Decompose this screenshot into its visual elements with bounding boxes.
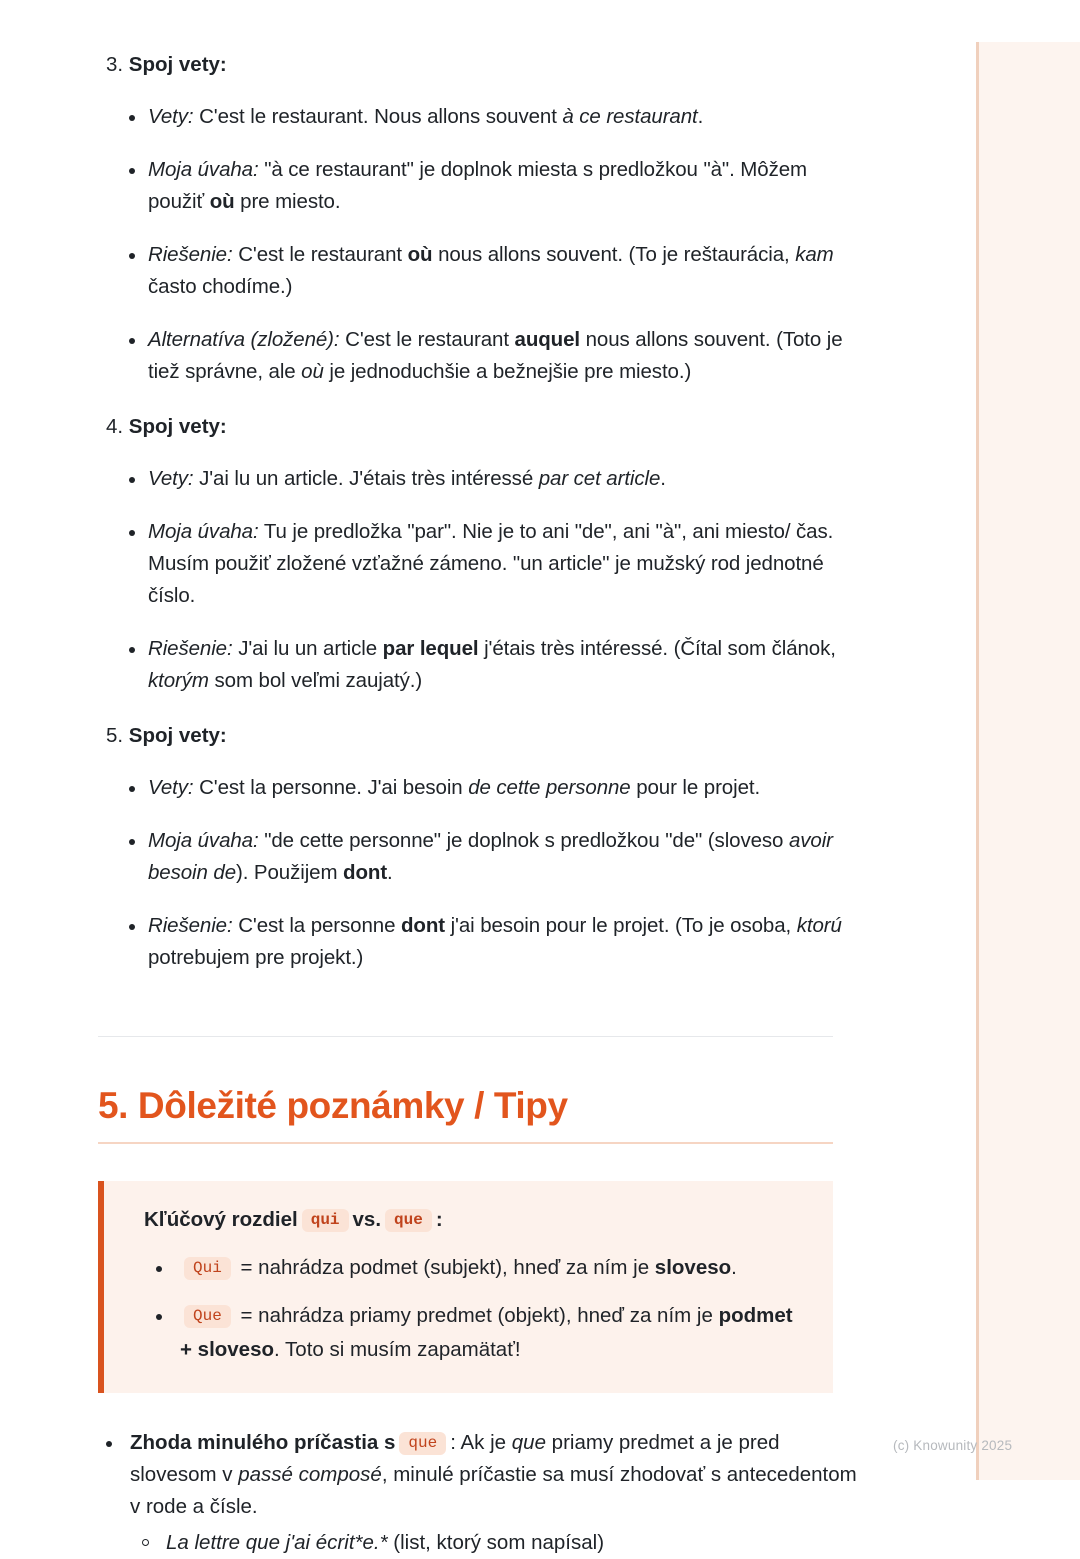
detail-label: Vety: bbox=[148, 776, 194, 799]
plain-text: . Toto si musím zapamätať! bbox=[274, 1338, 521, 1361]
code-chip-qui: Qui bbox=[184, 1257, 231, 1280]
exercise-detail-list bbox=[98, 772, 860, 974]
italic-text: ktorým bbox=[148, 669, 209, 692]
plain-text: pour le projet. bbox=[630, 776, 761, 799]
plain-text: J'ai lu un article. J'étais très intéressé bbox=[199, 467, 539, 490]
exercise-title: Spoj vety: bbox=[128, 724, 227, 747]
plain-text: pre miesto. bbox=[234, 190, 341, 213]
exercise-number: 4. bbox=[106, 415, 129, 438]
plain-text: ). Použijem bbox=[236, 861, 344, 884]
page-title: 5. Dôležité poznámky / Tipy bbox=[98, 1085, 568, 1126]
list-item bbox=[144, 1299, 807, 1367]
right-side-panel bbox=[976, 42, 1080, 1480]
plain-text: som bol veľmi zaujatý.) bbox=[208, 669, 423, 692]
plain-text: , minulé príčastie sa musí zhodovať s antecedentom v rode a čísle. bbox=[130, 1463, 857, 1518]
italic-text: passé composé bbox=[238, 1463, 382, 1486]
plain-text: často chodíme.) bbox=[148, 275, 293, 298]
plain-text: j'étais très intéressé. (Čítal som článok, bbox=[478, 637, 836, 660]
exercise-number: 3. bbox=[106, 53, 129, 76]
plain-text: . bbox=[731, 1256, 737, 1279]
exercise-detail-list bbox=[98, 101, 860, 388]
italic-text: que bbox=[511, 1431, 546, 1454]
list-item bbox=[98, 910, 860, 974]
italic-text: de cette personne bbox=[468, 776, 631, 799]
plain-text: j'ai besoin pour le projet. (To je osoba, bbox=[444, 914, 797, 937]
code-chip-qui-lower: qui bbox=[302, 1209, 349, 1232]
plain-text: . bbox=[660, 467, 666, 490]
plain-text: . bbox=[387, 861, 393, 884]
bold-text: podmet + sloveso bbox=[180, 1304, 793, 1361]
list-item bbox=[98, 825, 860, 889]
italic-text: La lettre que j'ai écrit*e.* bbox=[166, 1531, 388, 1554]
list-item bbox=[98, 772, 860, 804]
notes-list bbox=[98, 1427, 860, 1559]
callout-rule-list bbox=[144, 1251, 807, 1367]
list-item bbox=[98, 516, 860, 612]
detail-label: Riešenie: bbox=[148, 914, 233, 937]
plain-text: : Ak je bbox=[450, 1431, 512, 1454]
callout-title-suffix: : bbox=[435, 1208, 443, 1231]
plain-text: "à ce restaurant" je doplnok miesta s predložkou "à". Môžem použiť bbox=[148, 158, 808, 213]
italic-text: où bbox=[301, 360, 324, 383]
exercise-list bbox=[98, 50, 860, 998]
note-lead: Zhoda minulého príčastia s bbox=[130, 1431, 396, 1454]
plain-text: C'est la personne bbox=[238, 914, 401, 937]
detail-label: Riešenie: bbox=[148, 243, 233, 266]
italic-text: par cet article bbox=[538, 467, 661, 490]
exercise-heading bbox=[106, 721, 860, 751]
plain-text: C'est le restaurant bbox=[345, 328, 515, 351]
list-item bbox=[98, 463, 860, 495]
spacer bbox=[98, 697, 860, 721]
plain-text: priamy predmet a je pred slovesom v bbox=[130, 1431, 780, 1486]
exercise-item bbox=[98, 721, 860, 998]
key-difference-callout bbox=[98, 1181, 833, 1393]
exercise-detail-list bbox=[98, 463, 860, 697]
code-chip-que: que bbox=[399, 1432, 446, 1455]
list-item bbox=[98, 324, 860, 388]
exercise-title: Spoj vety: bbox=[128, 415, 227, 438]
bold-text: dont bbox=[400, 914, 445, 937]
detail-label: Alternatíva (zložené): bbox=[148, 328, 340, 351]
plain-text: C'est le restaurant bbox=[238, 243, 408, 266]
section-title-underline bbox=[98, 1142, 833, 1144]
code-chip-que: Que bbox=[184, 1305, 231, 1328]
plain-text: C'est le restaurant. Nous allons souvent bbox=[199, 105, 563, 128]
list-item bbox=[144, 1251, 807, 1285]
plain-text: J'ai lu un article bbox=[238, 637, 383, 660]
plain-text: nous allons souvent. (Toto je tiež správne, ale bbox=[148, 328, 843, 383]
exercise-heading bbox=[106, 412, 860, 442]
callout-vs-label: vs. bbox=[352, 1208, 382, 1231]
callout-title-prefix: Kľúčový rozdiel bbox=[144, 1208, 298, 1231]
detail-label: Moja úvaha: bbox=[148, 158, 259, 181]
list-item bbox=[98, 1427, 860, 1559]
note-sub-list bbox=[130, 1527, 860, 1559]
callout-title bbox=[144, 1203, 807, 1237]
italic-text: avoir besoin de bbox=[148, 829, 833, 884]
detail-label: Moja úvaha: bbox=[148, 829, 259, 852]
plain-text: C'est la personne. J'ai besoin bbox=[199, 776, 469, 799]
plain-text: = nahrádza priamy predmet (objekt), hneď za ním je bbox=[234, 1304, 719, 1327]
exercise-heading bbox=[106, 50, 860, 80]
detail-label: Riešenie: bbox=[148, 637, 233, 660]
detail-label: Vety: bbox=[148, 467, 194, 490]
italic-text: à ce restaurant bbox=[562, 105, 698, 128]
exercise-item bbox=[98, 412, 860, 721]
exercise-title: Spoj vety: bbox=[128, 53, 227, 76]
plain-text: = nahrádza podmet (subjekt), hneď za ním je bbox=[234, 1256, 655, 1279]
list-item bbox=[98, 633, 860, 697]
plain-text: Tu je predložka "par". Nie je to ani "de", ani "à", ani miesto/ čas. Musím použiť zložené vzťažné zámeno. "un article" je mužský rod jednotné číslo. bbox=[148, 520, 834, 607]
plain-text: je jednoduchšie a bežnejšie pre miesto.) bbox=[323, 360, 692, 383]
spacer bbox=[98, 974, 860, 998]
bold-text: où bbox=[407, 243, 433, 266]
plain-text: (list, ktorý som napísal) bbox=[387, 1531, 605, 1554]
bold-text: où bbox=[209, 190, 235, 213]
list-item bbox=[98, 154, 860, 218]
watermark: (c) Knowunity 2025 bbox=[893, 1438, 1013, 1453]
plain-text: "de cette personne" je doplnok s predložkou "de" (sloveso bbox=[264, 829, 789, 852]
exercise-item bbox=[98, 50, 860, 412]
bold-text: sloveso bbox=[654, 1256, 732, 1279]
list-item bbox=[130, 1527, 860, 1559]
plain-text: nous allons souvent. (To je reštaurácia, bbox=[432, 243, 796, 266]
list-item bbox=[98, 239, 860, 303]
italic-text: kam bbox=[795, 243, 834, 266]
bold-text: par lequel bbox=[382, 637, 479, 660]
section-divider bbox=[98, 1036, 833, 1037]
exercise-number: 5. bbox=[106, 724, 129, 747]
detail-label: Moja úvaha: bbox=[148, 520, 259, 543]
bold-text: auquel bbox=[514, 328, 580, 351]
italic-text: ktorú bbox=[796, 914, 842, 937]
detail-label: Vety: bbox=[148, 105, 194, 128]
bold-text: dont bbox=[343, 861, 388, 884]
code-chip-que-lower: que bbox=[385, 1209, 432, 1232]
plain-text: potrebujem pre projekt.) bbox=[148, 946, 364, 969]
spacer bbox=[98, 388, 860, 412]
list-item bbox=[98, 101, 860, 133]
plain-text: . bbox=[697, 105, 704, 128]
